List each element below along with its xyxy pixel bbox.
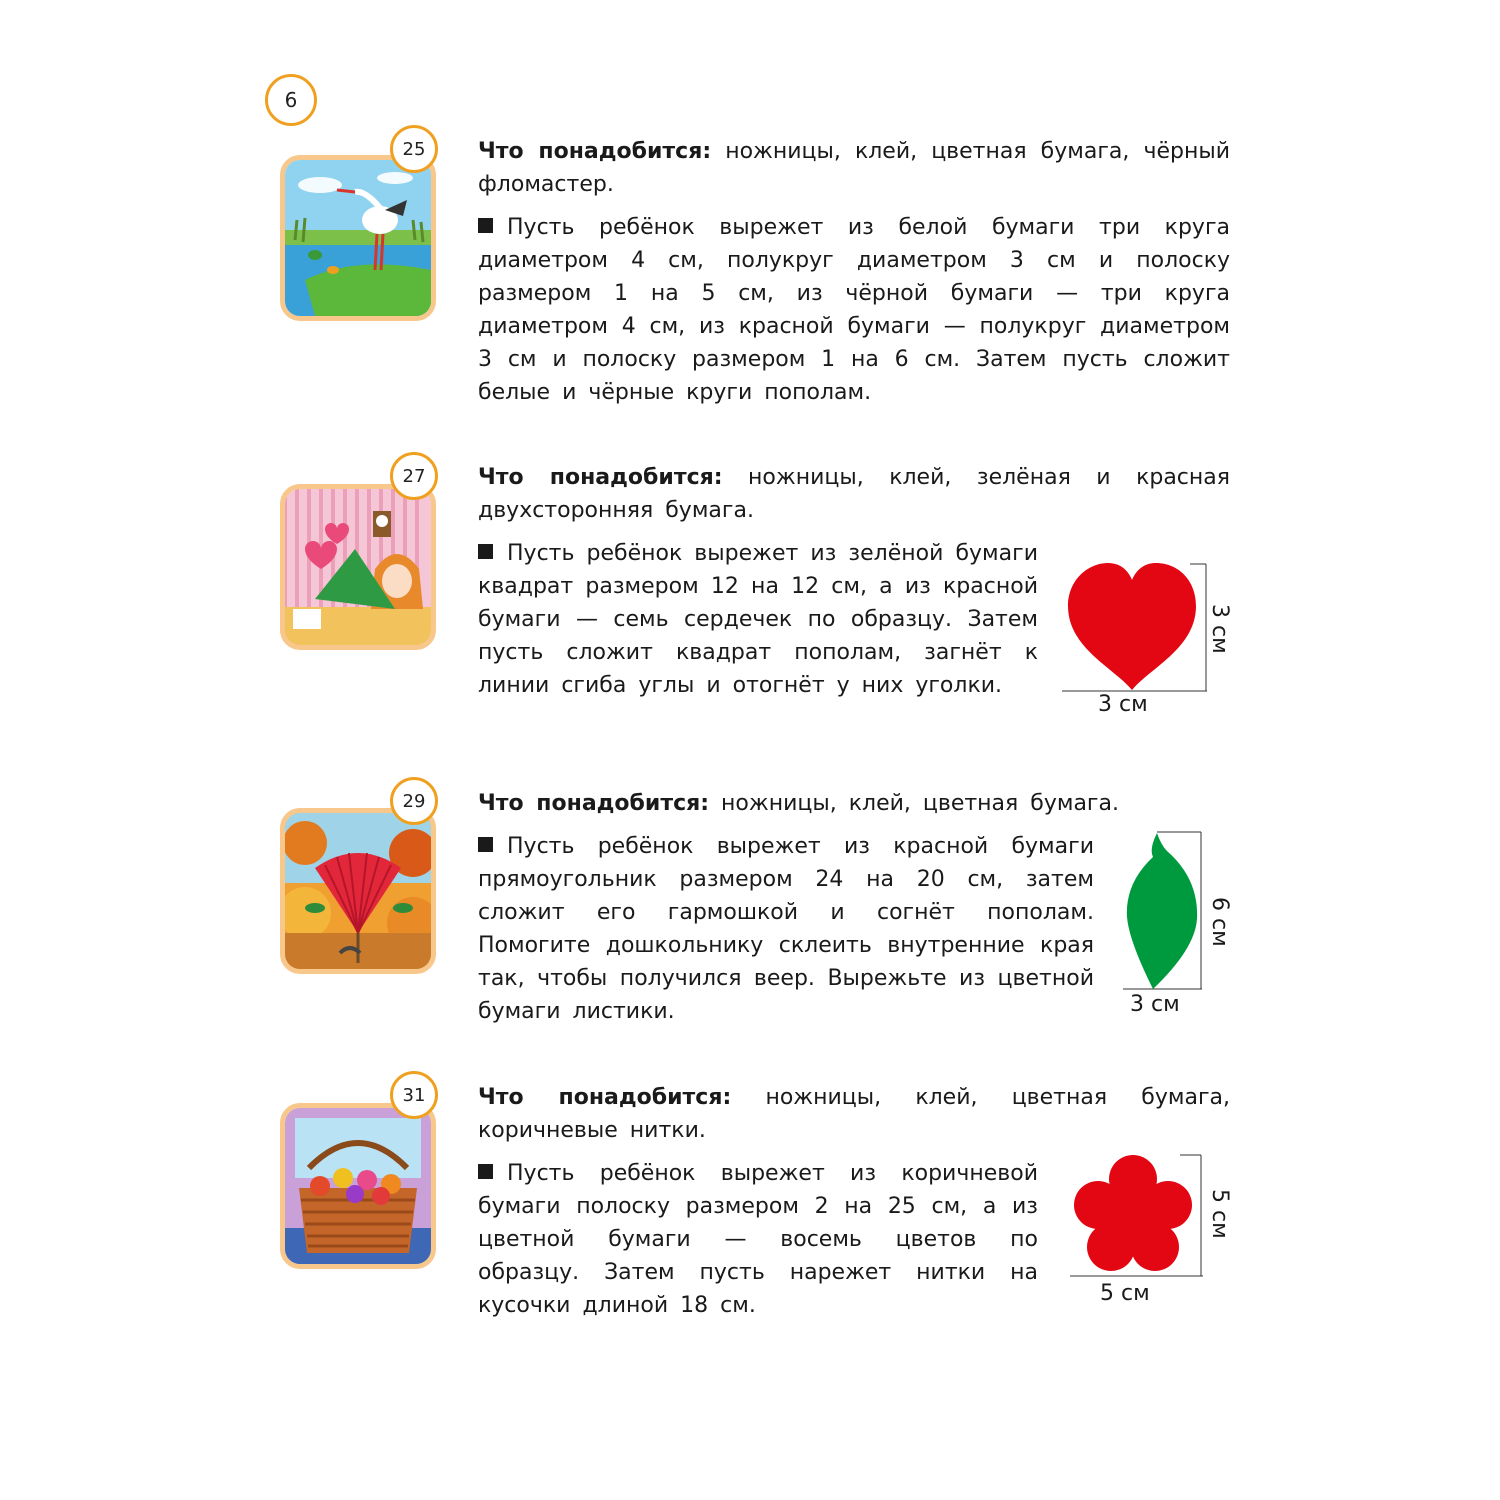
flower-width-label: 5 см [1100, 1281, 1150, 1306]
craft-section-31 [280, 1071, 1230, 1351]
heart-width-label: 3 см [1098, 692, 1148, 717]
materials-list: ножницы, клей, цветная бумага, коричневые нитки. [478, 1085, 1230, 1143]
craft-number-badge: 31 [390, 1071, 438, 1119]
craft-thumbnail-girl [280, 484, 436, 650]
instructions-paragraph [478, 830, 1094, 1028]
craft-text-block [478, 135, 1230, 409]
craft-section-29 [280, 777, 1230, 1057]
craft-thumbnail-stork [280, 155, 436, 321]
bullet-square-icon [478, 837, 493, 852]
flower-template [1070, 1155, 1204, 1279]
bullet-square-icon [478, 1164, 493, 1179]
instructions-paragraph [478, 537, 1038, 702]
instructions-paragraph [478, 211, 1230, 409]
heart-icon [1062, 560, 1212, 694]
craft-number-badge: 29 [390, 777, 438, 825]
leaf-icon [1123, 831, 1203, 991]
stork-illustration [285, 160, 431, 316]
materials-label: Что понадобится: [478, 791, 710, 816]
girl-heart-illustration [285, 489, 431, 645]
leaf-width-label: 3 см [1130, 992, 1180, 1017]
materials-line [478, 135, 1230, 201]
materials-list: ножницы, клей, цветная бумага, чёрный фломастер. [478, 139, 1230, 197]
materials-line [478, 787, 1230, 820]
page-number: 6 [265, 74, 317, 126]
materials-line [478, 1081, 1230, 1147]
materials-list: ножницы, клей, зелёная и красная двухсторонняя бумага. [478, 465, 1231, 523]
flower-icon [1070, 1155, 1204, 1279]
leaf-height-label: 6 см [1207, 897, 1232, 947]
bullet-square-icon [478, 544, 493, 559]
instructions-text: Пусть ребёнок вырежет из коричневой бумаги полоску размером 2 на 25 см, а из цветной бумаги — восемь цветов по образцу. Затем пусть нарежет нитки на кусочки длиной 18 см. [478, 1161, 1038, 1318]
craft-thumbnail-basket [280, 1103, 436, 1269]
fan-illustration [285, 813, 431, 969]
instructions-text: Пусть ребёнок вырежет из зелёной бумаги квадрат размером 12 на 12 см, а из красной бумаги — семь сердечек по образцу. Затем пусть сложит квадрат пополам, загнёт к линии сгиба углы и отогнёт у них уголки. [478, 541, 1038, 698]
instructions-text: Пусть ребёнок вырежет из белой бумаги три круга диаметром 4 см, полукруг диаметром 3 см и полоску размером 1 на 5 см, из чёрной бумаги — три круга диаметром 4 см, из красной бумаги — полукруг диаметром 3 см и полоску размером 1 на 6 см. Затем пусть сложит белые и чёрные круги пополам. [478, 215, 1230, 405]
craft-number-badge: 27 [390, 452, 438, 500]
materials-label: Что понадобится: [478, 139, 712, 164]
materials-label: Что понадобится: [478, 1085, 732, 1110]
instructions-text: Пусть ребёнок вырежет из красной бумаги прямоугольник размером 24 на 20 см, затем сложит его гармошкой и согнёт пополам. Помогите дошкольнику склеить внутренние края так, чтобы получился веер. Вырежьте из цветной бумаги листики. [478, 834, 1094, 1024]
instructions-paragraph [478, 1157, 1038, 1322]
heart-height-label: 3 см [1207, 604, 1232, 654]
craft-number-badge: 25 [390, 125, 438, 173]
materials-label: Что понадобится: [478, 465, 723, 490]
craft-section-27 [280, 452, 1230, 752]
bullet-square-icon [478, 218, 493, 233]
materials-list: ножницы, клей, цветная бумага. [709, 791, 1119, 816]
heart-template [1062, 560, 1212, 694]
craft-thumbnail-fan [280, 808, 436, 974]
materials-line [478, 461, 1230, 527]
leaf-template [1123, 831, 1203, 991]
craft-text-block [478, 787, 1230, 1028]
craft-section-25 [280, 125, 1230, 425]
flower-height-label: 5 см [1207, 1189, 1232, 1239]
basket-illustration [285, 1108, 431, 1264]
